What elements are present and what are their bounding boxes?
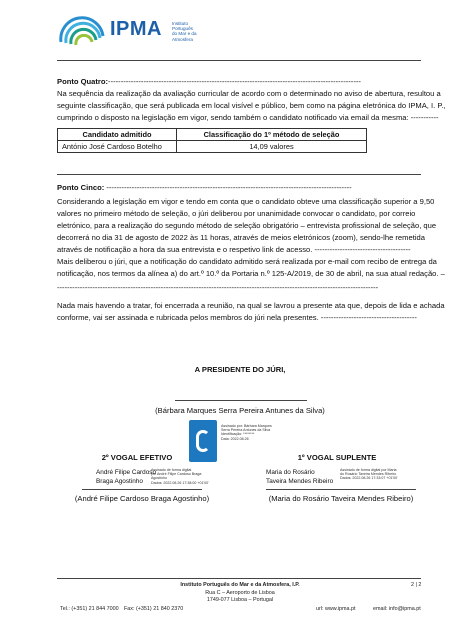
vogal-suplente-name: (Maria do Rosário Taveira Mendes Ribeiro): [268, 494, 414, 503]
footer-rule: [57, 578, 421, 579]
table-cell-candidate: António José Cardoso Botelho: [58, 141, 177, 153]
president-name: (Bárbara Marques Serra Pereira Antunes da Silva): [155, 406, 325, 415]
ponto-cinco-heading: Ponto Cinco:: [57, 183, 105, 192]
ponto-cinco-line-1: Considerando a legislação em vigor e tendo em conta que o candidato obteve uma classificação superior a 9,50: [57, 197, 435, 206]
ponto-quatro-heading: Ponto Quatro:: [57, 77, 109, 86]
ponto-cinco-line-2: valores no primeiro método de seleção, o júri deliberou por unanimidade convocar o candidato, por correio: [57, 209, 416, 218]
vogal-suplente-signature: Maria do Rosário Taveira Mendes Ribeiro: [266, 469, 334, 485]
ipma-logo: [58, 12, 228, 46]
vogal-efetivo-signature: André Filipe Cardoso Braga Agostinho: [96, 469, 157, 485]
digital-signature-seal-icon: [189, 420, 217, 462]
footer-tel: Tel.: (+351) 21 844 7000: [60, 606, 119, 612]
top-rule: [57, 60, 421, 61]
footer-page-number: 2 | 2: [411, 582, 422, 588]
footer-email[interactable]: email: info@ipma.pt: [373, 606, 421, 612]
ponto-quatro-line-2: seguinte classificação, que será publicada em local visível e público, bem como na página eletrónica do IPMA, I. P.,: [57, 101, 446, 110]
vogal-suplente-stamp: Assinado de forma digital por Maria do Rosário Taveira Mendes Ribeiro Dados: 2022.08.26 17:33:07 +01'00': [340, 468, 398, 481]
ponto-quatro-heading-line: Ponto Quatro:----------------------------------------------------------------------------------------------------: [57, 77, 361, 86]
president-signature-line: [175, 400, 307, 401]
ponto-cinco-line-5: através de notificação a hora da sua entrevista e o respetivo link de acesso. --------------------------------------: [57, 245, 411, 254]
vogal-efetivo-name: (André Filipe Cardoso Braga Agostinho): [74, 494, 210, 503]
ponto-cinco-line-3: eletrónico, para a realização do segundo método de seleção obrigatório – entrevista profissional de seleção, que: [57, 221, 437, 230]
table-header-candidate: Candidato admitido: [58, 129, 177, 141]
footer-fax: Fax: (+351) 21 840 2370: [124, 606, 184, 612]
president-title: A PRESIDENTE DO JÚRI,: [194, 365, 286, 374]
ponto-cinco-line-4: decorrerá no dia 31 de agosto de 2022 às 11 horas, através de meios eletrónicos (zoom), sendo-lhe remetida: [57, 233, 425, 242]
vogal-suplente-signature-line: [266, 489, 416, 490]
table-header-classification: Classificação do 1º método de seleção: [177, 129, 367, 141]
table-cell-score: 14,09 valores: [177, 141, 367, 153]
president-stamp: Assinado por: Bárbara Marques Serra Pereira Antunes da Silva Identificação: ******** Data: 2022.08.26: [221, 424, 272, 441]
vogal-suplente-title: 1º VOGAL SUPLENTE: [297, 453, 377, 462]
vogal-efetivo-signature-line: [82, 489, 202, 490]
classification-table: [57, 128, 367, 153]
footer-institute: Instituto Português do Mar e da Atmosfera, I.P.: [180, 582, 300, 588]
vogal-efetivo-title: 2º VOGAL EFETIVO: [101, 453, 173, 462]
vogal-efetivo-stamp: Assinado de forma digital por André Filipe Cardoso Braga Agostinho Dados: 2022.08.26 17:38:00 +01'00': [151, 468, 209, 485]
section-rule: [57, 174, 421, 175]
logo-word: IPMA: [110, 18, 162, 40]
footer-address-1: Rua C – Aeroporto de Lisboa: [205, 590, 275, 596]
ponto-quatro-line-3: cumprindo o disposto na legislação em vigor, sendo também o candidato notificado via email da mesma: -----------: [57, 113, 439, 122]
footer-url[interactable]: url: www.ipma.pt: [316, 606, 356, 612]
ponto-cinco-heading-line: Ponto Cinco: -------------------------------------------------------------------------------------------------: [57, 183, 352, 192]
footer-address-2: 1749-077 Lisboa – Portugal: [206, 597, 274, 603]
table-header-row: [58, 129, 367, 141]
table-row: [58, 141, 367, 153]
ipma-arc-logo-icon: [58, 16, 108, 46]
ponto-cinco-line-6: Mais deliberou o júri, que a notificação do candidato admitido será realizada por e-mail com recibo de entrega da: [57, 257, 437, 266]
ponto-cinco-line-8: -------------------------------------------------------------------------------------------------------------------------------: [57, 283, 379, 292]
logo-subtitle: Instituto Português do Mar e da Atmosfera: [172, 21, 197, 42]
ponto-cinco-line-10: conforme, vai ser assinada e rubricada pelos membros do júri nela presentes. --------------------------------------: [57, 313, 417, 322]
ponto-cinco-line-9: Nada mais havendo a tratar, foi encerrada a reunião, na qual se lavrou a presente ata que, depois de lida e achada: [57, 301, 445, 310]
ponto-quatro-line-1: Na sequência da realização da avaliação curricular de acordo com o determinado no aviso de abertura, resultou a: [57, 89, 441, 98]
ponto-cinco-line-7: notificação, nos termos da alínea a) do art.º 10.º da Portaria n.º 125-A/2019, de 30 de abril, na sua atual redação. –: [57, 269, 445, 278]
